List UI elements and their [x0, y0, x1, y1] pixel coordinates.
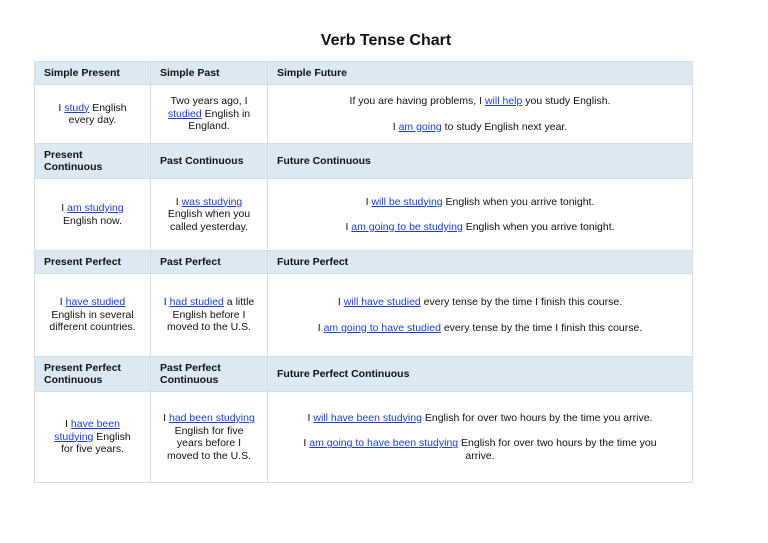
tense-header-future: Future Perfect [268, 251, 693, 274]
sentence-text-before: I [365, 195, 372, 208]
verb-link[interactable]: was studying [181, 195, 243, 208]
sentence-text-before: Two years ago, I [170, 95, 248, 108]
verb-link[interactable]: am going to be studying [351, 221, 463, 233]
sentence-text-after: English for five years before I moved to the U.S. [166, 424, 252, 462]
example-cell-present [35, 392, 151, 483]
example-cell-past [151, 179, 268, 251]
example-cell-future [268, 85, 693, 144]
example-row [35, 274, 693, 357]
example-cell-past [151, 274, 268, 357]
tense-header-past: Past Perfect Continuous [151, 357, 268, 392]
example-sentence [163, 196, 255, 234]
tense-header-present: Simple Present [35, 62, 151, 85]
example-sentence [288, 296, 672, 309]
sentence-text-before: I [58, 101, 65, 114]
sentence-text-after: every tense by the time I finish this course. [440, 321, 643, 334]
example-sentence [288, 95, 672, 108]
sentence-text-before: I [317, 321, 324, 334]
sentence-text-after: every tense by the time I finish this course. [420, 296, 623, 308]
example-row [35, 392, 693, 483]
verb-link[interactable]: have been studying [54, 418, 120, 443]
sentence-text-before: I [337, 296, 344, 308]
verb-tense-table [34, 61, 693, 483]
tense-header-future: Future Perfect Continuous [268, 357, 693, 392]
tense-header-past: Past Perfect [151, 251, 268, 274]
example-sentence [288, 196, 672, 209]
example-sentence [163, 412, 255, 462]
example-row [35, 85, 693, 144]
sentence-text-before: I [61, 202, 68, 214]
verb-link[interactable]: will have been studying [313, 411, 422, 424]
example-sentence [163, 296, 255, 334]
example-sentence [288, 121, 672, 134]
sentence-text-before: I [163, 296, 170, 309]
sentence-text-before: I [59, 296, 66, 309]
example-sentence [47, 418, 138, 456]
sentence-text-after: English now. [63, 214, 122, 227]
sentence-text-after: English for over two hours by the time you arrive. [458, 437, 657, 462]
page-title: Verb Tense Chart [320, 32, 452, 49]
tense-header-row [35, 357, 693, 392]
tense-header-present: Present Perfect [35, 251, 151, 274]
sentence-text-before: I [307, 411, 314, 424]
example-cell-past [151, 85, 268, 144]
tense-header-future: Simple Future [268, 62, 693, 85]
sentence-text-after: English for five years. [60, 430, 131, 456]
example-cell-present [35, 85, 151, 144]
verb-link[interactable]: had been studying [169, 412, 255, 424]
sentence-text-before: I [175, 195, 182, 208]
example-cell-future [268, 392, 693, 483]
example-sentence [163, 95, 255, 133]
verb-link[interactable]: am going to have studied [323, 321, 441, 334]
tense-header-row [35, 144, 693, 179]
sentence-text-before: If you are having problems, I [349, 95, 485, 107]
tense-header-present: Present Perfect Continuous [35, 357, 151, 392]
example-cell-past [151, 392, 268, 483]
sentence-text-after: a little English before I moved to the U.S. [166, 296, 255, 334]
tense-header-past: Past Continuous [151, 144, 268, 179]
verb-link[interactable]: am studying [67, 202, 124, 214]
verb-link[interactable]: will have studied [343, 296, 421, 308]
verb-link[interactable]: am going [398, 120, 442, 133]
sentence-text-before: I [163, 412, 169, 424]
sentence-text-after: English when you called yesterday. [167, 208, 251, 233]
tense-header-present: Present Continuous [35, 144, 151, 179]
example-cell-future [268, 274, 693, 357]
example-sentence [288, 412, 672, 425]
example-sentence [288, 437, 672, 462]
verb-link[interactable]: studied [167, 107, 202, 120]
sentence-text-after: English when you arrive tonight. [462, 221, 615, 233]
example-sentence [47, 202, 138, 227]
sentence-text-after: English in several different countries. [49, 308, 136, 334]
sentence-text-after: you study English. [522, 95, 611, 107]
sentence-text-after: English in England. [188, 107, 251, 133]
sentence-text-before: I [345, 221, 352, 233]
sentence-text-after: English for over two hours by the time you arrive. [421, 411, 653, 424]
example-sentence [288, 221, 672, 234]
verb-link[interactable]: had studied [169, 296, 224, 309]
tense-header-row [35, 62, 693, 85]
tense-header-future: Future Continuous [268, 144, 693, 179]
verb-link[interactable]: am going to have been studying [309, 437, 459, 450]
example-cell-present [35, 274, 151, 357]
sentence-text-after: to study English next year. [441, 120, 568, 133]
sentence-text-before: I [303, 437, 310, 450]
verb-link[interactable]: have studied [65, 296, 126, 309]
example-row [35, 179, 693, 251]
sentence-text-before: I [65, 418, 71, 431]
sentence-text-before: I [392, 120, 399, 133]
tense-header-row [35, 251, 693, 274]
sentence-text-after: English when you arrive tonight. [442, 195, 595, 208]
example-sentence [47, 296, 138, 334]
verb-link[interactable]: will be studying [371, 195, 443, 208]
verb-link[interactable]: study [64, 101, 90, 114]
verb-link[interactable]: will help [484, 95, 523, 107]
example-sentence [47, 102, 138, 127]
example-cell-present [35, 179, 151, 251]
sentence-text-after: English every day. [68, 101, 127, 126]
tense-header-past: Simple Past [151, 62, 268, 85]
example-sentence [288, 322, 672, 335]
example-cell-future [268, 179, 693, 251]
